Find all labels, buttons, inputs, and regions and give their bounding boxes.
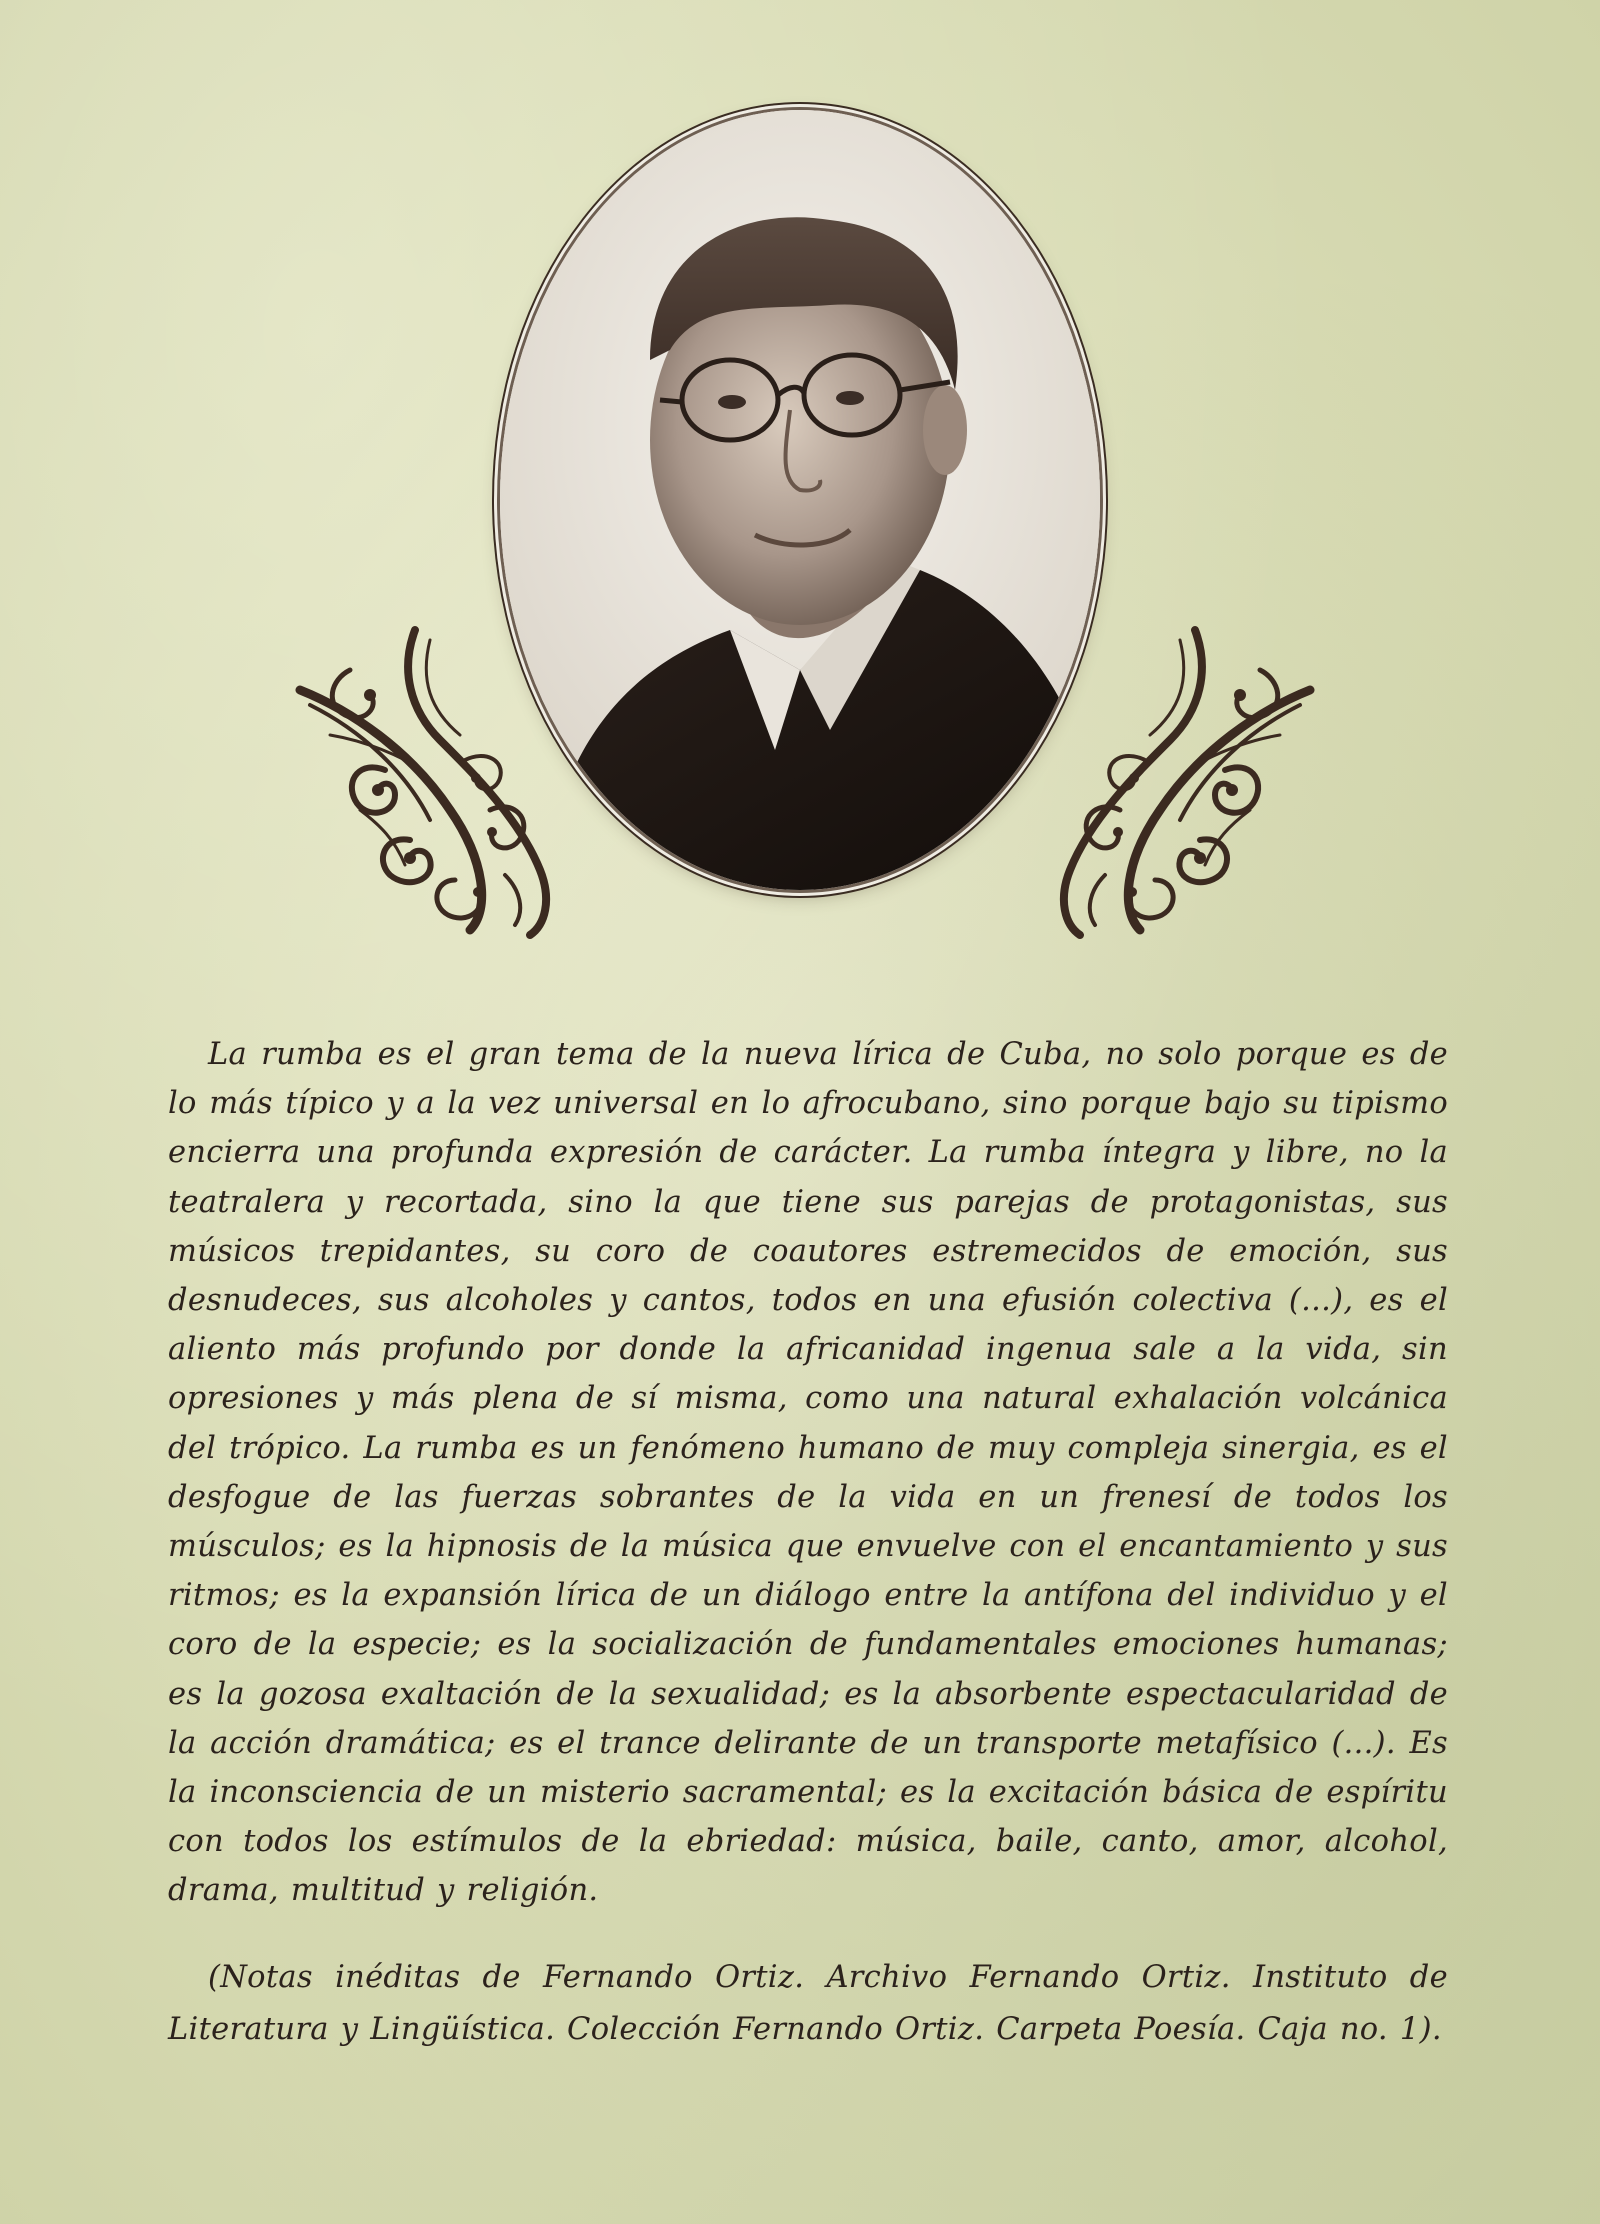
portrait-oval-frame [500,110,1100,890]
source-citation: (Notas inéditas de Fernando Ortiz. Archivo Fernando Ortiz. Instituto de Literatura y Lingüística. Colección Fernando Ortiz. Carpeta Poesía. Caja no. 1). [168,1960,1448,2047]
portrait [500,110,1100,890]
portrait-photo-icon [500,110,1100,890]
quote-paragraph: La rumba es el gran tema de la nueva lírica de Cuba, no solo porque es de lo más típico y a la vez universal en lo afrocubano, sino porque bajo su tipismo encierra una profunda expresión de carácter. La rumba íntegra y libre, no la teatralera y recortada, sino la que tiene sus parejas de protagonistas, sus músicos trepidantes, su coro de coautores estremecidos de emoción, sus desnudeces, sus alcoholes y cantos, todos en una efusión colectiva (...), es el aliento más profundo por donde la africanidad ingenua sale a la vida, sin opresiones y más plena de sí misma, como una natural exhalación volcánica del trópico. La rumba es un fenómeno humano de muy compleja sinergia, es el desfogue de las fuerzas sobrantes de la vida en un frenesí de todos los músculos; es la hipnosis de la música que envuelve con el encantamiento y sus ritmos; es la expansión lírica de un diálogo entre la antífona del individuo y el coro de la especie; es la socialización de fundamentales emociones humanas; es la gozosa exaltación de la sexualidad; es la absorbente espectacularidad de la acción dramática; es el trance delirante de un transporte metafísico (...). Es la inconsciencia de un misterio sacramental; es la excitación básica de espíritu con todos los estímulos de la ebriedad: música, baile, canto, amor, alcohol, drama, multitud y religión. [168,1037,1448,1909]
